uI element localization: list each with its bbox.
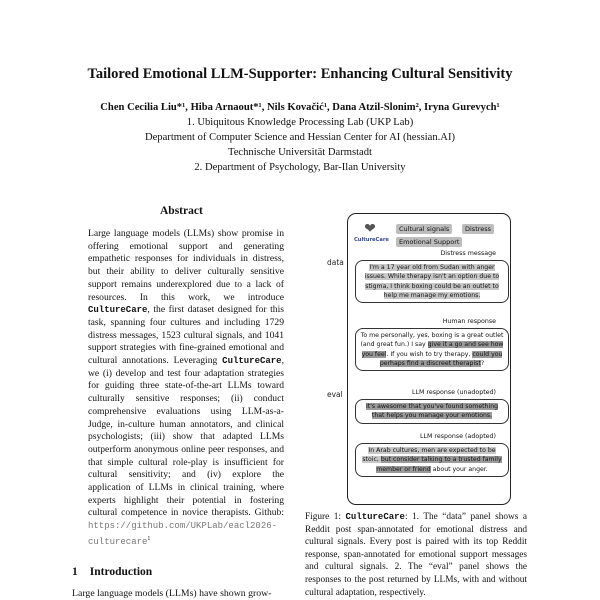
abstract-paragraph [88, 228, 284, 549]
llm-unadopted-bubble [355, 399, 509, 424]
author-names: Chen Cecilia Liu*¹, Hiba Arnaout*¹, Nils Kovačić¹, Dana Atzil-Slonim², Iryna Gurevych¹ [100, 102, 500, 113]
intro-first-line: Large language models (LLMs) have shown grow- [72, 588, 272, 599]
unadopted-highlight: It's awesome that you've found something that helps you manage your emotions. [365, 403, 499, 420]
human-response-bubble [355, 328, 509, 371]
tag-emotional-support: Emotional Support [396, 237, 462, 247]
label-distress-message: Distress message [440, 250, 496, 257]
human-text-e: ? [480, 359, 485, 367]
abstract-heading: Abstract [160, 205, 203, 217]
label-llm-adopted: LLM response (adopted) [419, 433, 496, 440]
section-title: Introduction [89, 566, 153, 578]
eval-panel-label: eval [327, 390, 343, 399]
heart-logo-icon: ❤ [364, 221, 376, 237]
tag-distress: Distress [462, 224, 494, 234]
abstract-text-3: , we (i) develop and test four adaptation strategies for guiding three state-of-the-art LLMs toward culturally sensitive responses; (ii) conduct comprehensive evaluations using LLM-as-a-Judge, in-culture human annotators, and clinical psychologists; (iii) show that adapted LLMs outperform anonymous online peer responses, and that simple cultural role-play is insufficient for cultural sensitivity; and (iv) explore the application of LLMs in clinical training, where experts highlight their potential in fostering cultural competence in novice therapists. Github: [88, 355, 284, 519]
adopted-text-c: about your anger. [430, 465, 488, 473]
affiliation-1: 1. Ubiquitous Knowledge Processing Lab (UKP Lab) [186, 117, 414, 128]
human-highlight-1: give it a go and see how you feel [361, 341, 504, 358]
human-highlight-2: could you perhaps find a discreet therapist [379, 350, 503, 367]
affiliation-1b: Department of Computer Science and Hessian Center for AI (hessian.AI) [144, 132, 456, 143]
affiliation-2: 2. Department of Psychology, Bar-Ilan University [194, 162, 406, 173]
figure-caption [305, 511, 527, 599]
caption-prefix: Figure 1: [305, 512, 346, 522]
adopted-text-a: In Arab cultures, men are expected to be stoic, [362, 447, 496, 464]
dataset-name: CultureCare [88, 305, 148, 316]
data-panel-label: data [327, 258, 344, 267]
logo-text: CultureCare [354, 237, 389, 243]
abstract-text-2: , the first dataset designed for this task, spanning four cultures and including 1729 distress messages, 1523 cultural signals, and 1041 support strategies with fine-grained emotional and cultural annotations. Leveraging [88, 304, 284, 367]
dataset-name-2: CultureCare [222, 356, 282, 367]
affiliation-1c: Technische Universität Darmstadt [228, 147, 372, 158]
distress-message-bubble [355, 260, 509, 303]
figure-panel [347, 213, 511, 505]
section-heading-introduction [72, 566, 152, 578]
footnote-marker: 1 [147, 535, 151, 542]
culturecare-logo [354, 221, 389, 243]
human-text-c: . If you wish to try therapy, [386, 350, 473, 358]
distress-span-c: I think boxing could be an outlet to help me manage my emotions. [383, 282, 499, 299]
label-llm-unadopted: LLM response (unadopted) [412, 389, 496, 396]
label-human-response: Human response [442, 318, 496, 325]
human-text-a: To me personally, yes, boxing is a great outlet (and great fun.) I say [360, 332, 504, 349]
author-block [0, 100, 600, 175]
abstract-body [88, 228, 284, 549]
caption-dataset-name: CultureCare [345, 512, 405, 522]
distress-span-b: While therapy isn't an option due to stigma, [365, 273, 500, 290]
github-link[interactable]: https://github.com/UKPLab/eacl2026-culturecare [88, 521, 278, 548]
section-number: 1 [72, 566, 78, 578]
tag-cultural-signals: Cultural signals [396, 224, 452, 234]
adopted-highlight: but consider talking to a trusted family member or friend [376, 456, 502, 473]
paper-title: Tailored Emotional LLM-Supporter: Enhancing Cultural Sensitivity [87, 66, 513, 82]
caption-text: : 1. The “data” panel shows a Reddit post span-annotated for emotional distress and cultural signals. Every post is paired with its top Reddit response, span-annotated for emotional support messages and cultural signals. 2. The “eval” panel shows the responses to the post returned by LLMs, with and without cultural adaptation, respectively. [305, 512, 528, 598]
abstract-text-1: Large language models (LLMs) show promise in offering emotional support and generating empathetic responses for individuals in distress, but their ability to deliver culturally sensitive support remains underexplored due to a lack of resources. In this work, we introduce [88, 228, 284, 303]
llm-adopted-bubble [355, 443, 509, 477]
caption-paragraph [305, 511, 527, 599]
distress-span-a: I'm a 17 year old from Sudan with anger issues. [364, 264, 495, 281]
